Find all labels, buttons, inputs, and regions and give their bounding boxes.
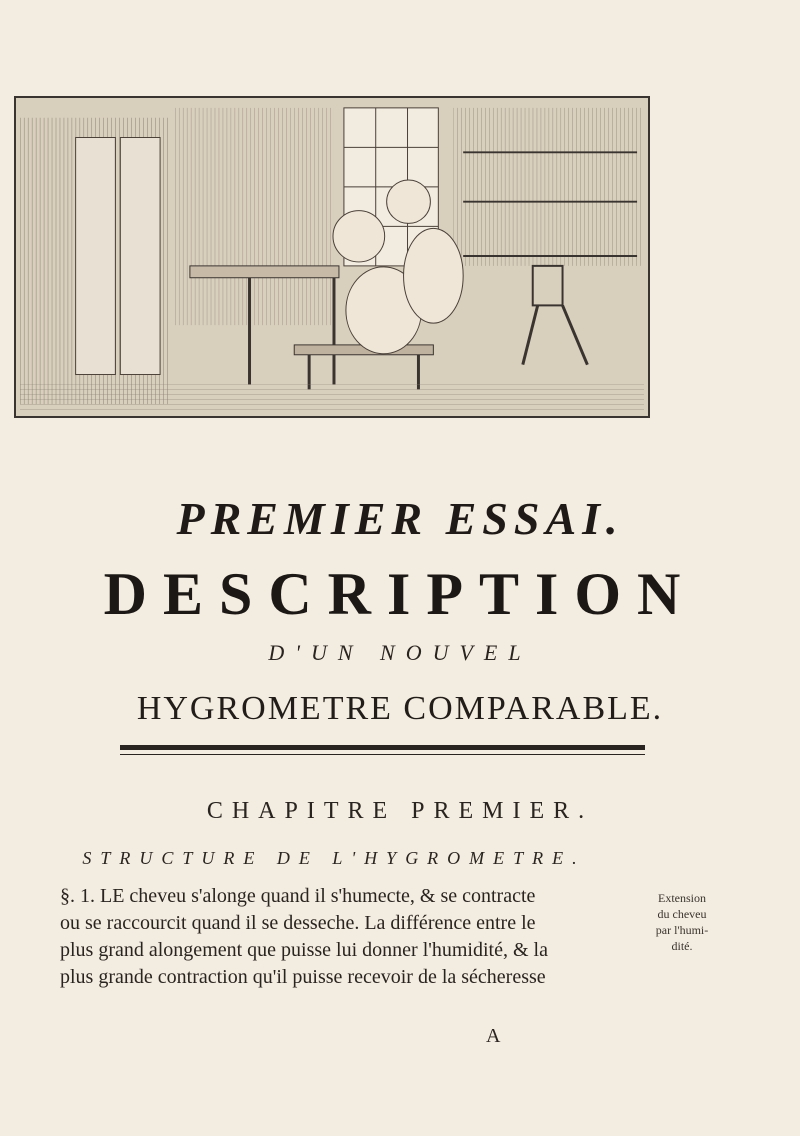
chapter-heading: CHAPITRE PREMIER.: [206, 798, 594, 824]
margin-note-line: dité.: [671, 939, 693, 953]
engraving-illustration: [14, 96, 650, 418]
paragraph-line: plus grand alongement que puisse lui donner l'humidité, & la: [60, 939, 548, 961]
paragraph-line: ou se raccourcit quand il se desseche. La différence entre le: [60, 912, 536, 934]
margin-note: [642, 890, 722, 954]
divider-thick: [120, 745, 645, 750]
divider-thin: [120, 754, 645, 755]
paragraph-line: §. 1. LE cheveu s'alonge quand il s'humecte, & se contracte: [60, 885, 536, 907]
margin-note-line: par l'humi-: [655, 923, 709, 937]
signature-mark: A: [486, 1025, 501, 1047]
paragraph-line: plus grande contraction qu'il puisse recevoir de la sécheresse: [60, 966, 546, 988]
body-paragraph: [60, 883, 628, 991]
section-heading: STRUCTURE DE L'HYGROMETRE.: [82, 848, 586, 868]
margin-note-line: Extension: [658, 891, 706, 905]
document-subtitle: D'UN NOUVEL: [268, 640, 532, 665]
margin-note-line: du cheveu: [657, 907, 707, 921]
document-subject: HYGROMETRE COMPARABLE.: [136, 690, 664, 727]
essay-heading: PREMIER ESSAI.: [176, 493, 624, 544]
engraving-illustration-icon: [16, 98, 648, 416]
document-title: DESCRIPTION: [103, 561, 697, 627]
